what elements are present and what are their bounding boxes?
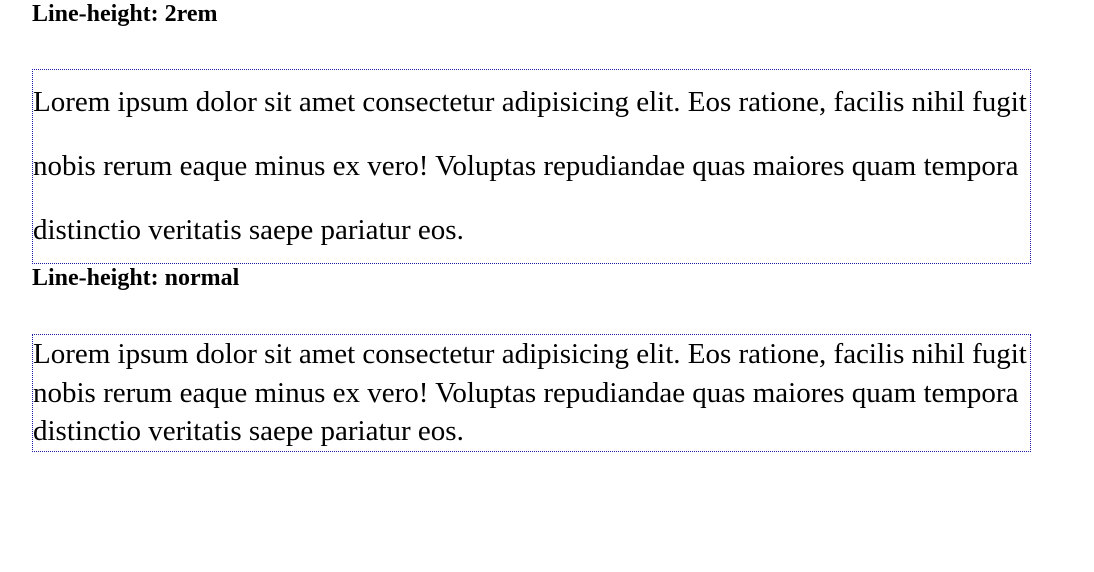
section-heading-line-height-normal: Line-height: normal bbox=[32, 265, 240, 291]
paragraph-text-line-height-2rem: Lorem ipsum dolor sit amet consectetur adipisicing elit. Eos ratione, facilis nihil fugit nobis rerum eaque minus ex vero! Voluptas repudiandae quas maiores quam tempora distinctio veritatis saepe pariatur eos. bbox=[33, 86, 1027, 246]
section-heading-line-height-2rem: Line-height: 2rem bbox=[32, 1, 218, 27]
paragraph-box-line-height-2rem bbox=[32, 69, 1031, 264]
paragraph-text-line-height-normal: Lorem ipsum dolor sit amet consectetur adipisicing elit. Eos ratione, facilis nihil fugit nobis rerum eaque minus ex vero! Voluptas repudiandae quas maiores quam tempora distinctio veritatis saepe pariatur eos. bbox=[33, 338, 1027, 447]
paragraph-box-line-height-normal bbox=[32, 334, 1031, 452]
